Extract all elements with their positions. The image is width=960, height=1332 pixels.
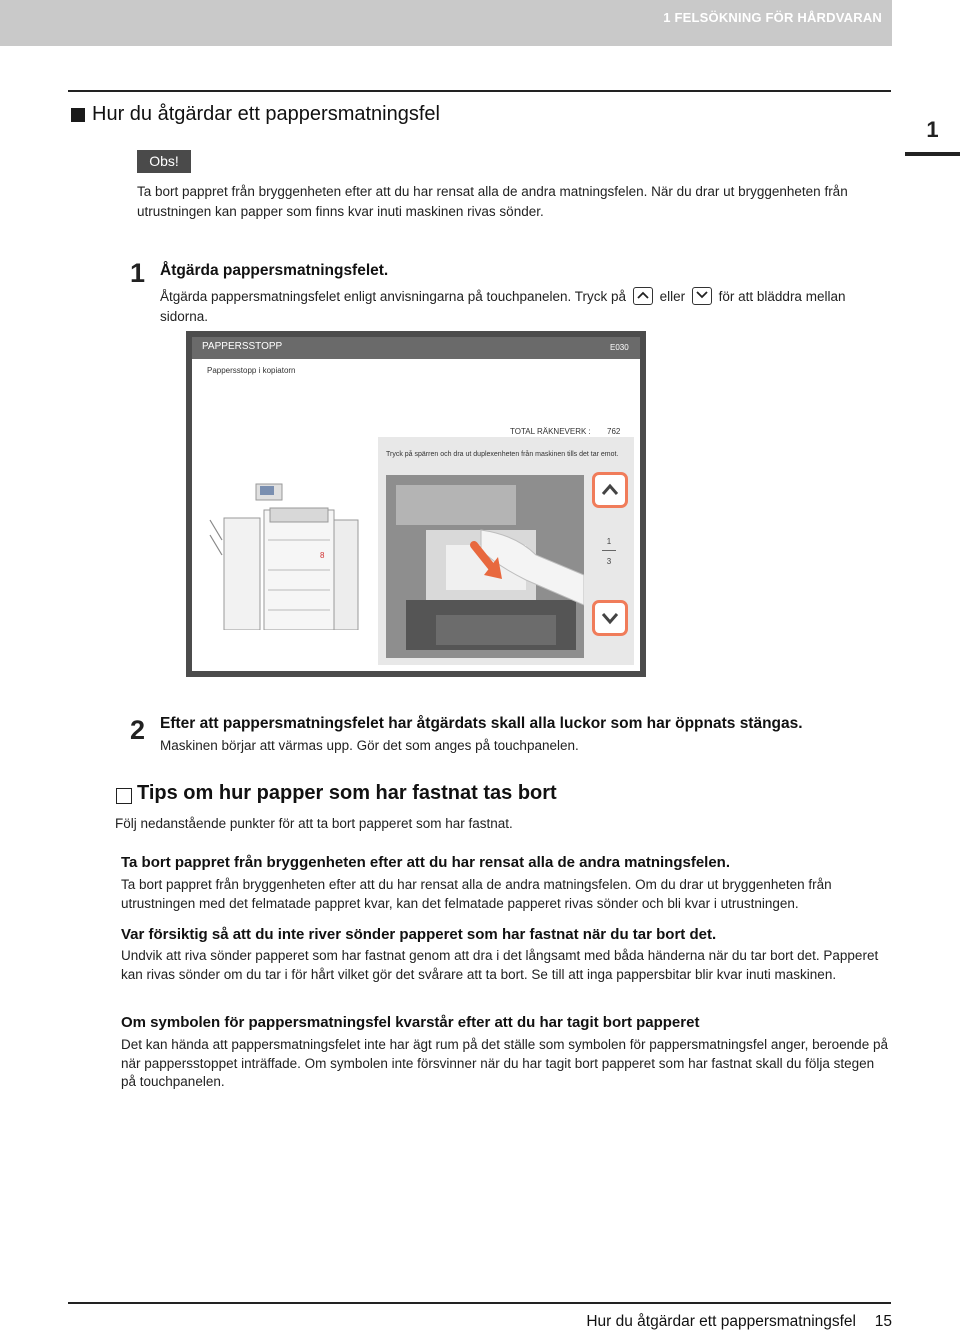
chevron-down-icon — [692, 287, 712, 305]
touchscreen-title: PAPPERSSTOPP — [202, 341, 283, 352]
chevron-down-icon — [595, 603, 625, 633]
tips-title: Tips om hur papper som har fastnat tas bort — [137, 782, 557, 804]
tip-1-heading: Ta bort pappret från bryggenheten efter att du har rensat alla de andra matningsfelen. — [121, 854, 731, 871]
chevron-up-icon — [595, 475, 625, 505]
touchscreen-error-code: E030 — [610, 343, 629, 352]
total-counter-value: 762 — [607, 427, 621, 436]
touchscreen-subtitle: Pappersstopp i kopiatorn — [207, 366, 296, 375]
tip-3-heading: Om symbolen för pappersmatningsfel kvarstår efter att du har tagit bort papperet — [121, 1014, 700, 1031]
tip-1-text: Ta bort pappret från bryggenheten efter att du har rensat alla de andra matningsfelen. Om du drar ut bryggenheten från utrustningen med det felmatade pappret kvar, kan det felmatade papperet rivas sönder och bli kvar i utrustningen. — [121, 877, 832, 911]
step-1-number: 1 — [130, 258, 146, 288]
chapter-tab-number: 1 — [926, 117, 939, 142]
chevron-up-icon — [633, 287, 653, 305]
page-divider — [602, 550, 616, 551]
scroll-up-button[interactable] — [592, 472, 628, 508]
note-text: Ta bort pappret från bryggenheten efter att du har rensat alla de andra matningsfelen. När du drar ut bryggenheten från utrustningen kan papper som finns kvar inuti maskinen rivas sönder. — [137, 184, 848, 219]
tip-2-heading: Var försiktig så att du inte river sönder papperet som har fastnat när du tar bort det. — [121, 926, 717, 943]
page-total: 3 — [606, 557, 612, 566]
tips-intro: Följ nedanstående punkter för att ta bort papperet som har fastnat. — [115, 816, 513, 831]
footer-title: Hur du åtgärdar ett pappersmatningsfel — [586, 1313, 856, 1330]
page-current: 1 — [606, 537, 612, 546]
step-2-number: 2 — [130, 715, 146, 745]
tip-3-text: Det kan hända att pappersmatningsfelet inte har ägt rum på det ställe som symbolen för pappersmatningsfel anger, beroende på när pappersstoppet inträffade. Om symbolen inte försvinner när du har tagit bort papperet som har fastnat skall du följa stegen på touchpanelen. — [121, 1037, 888, 1089]
bottom-rule — [68, 1302, 891, 1304]
section-title: Hur du åtgärdar ett pappersmatningsfel — [92, 103, 440, 125]
step-1-body — [160, 287, 890, 327]
page-number: 15 — [874, 1313, 892, 1330]
step-1-title: Åtgärda pappersmatningsfelet. — [160, 262, 389, 279]
step-1-body-tail: för att bläddra mellan sidorna. — [160, 289, 846, 324]
total-counter-label: TOTAL RÄKNEVERK : — [510, 427, 591, 436]
svg-text:8: 8 — [320, 551, 325, 560]
tips-checkbox-icon — [116, 788, 132, 804]
section-bullet-icon — [71, 108, 85, 122]
top-rule — [68, 90, 891, 92]
running-header-chapter: 1 FELSÖKNING FÖR HÅRDVARAN — [663, 10, 882, 25]
scroll-down-button[interactable] — [592, 600, 628, 636]
duplex-unit-photo — [386, 475, 584, 658]
copier-illustration — [204, 480, 364, 630]
step-2-body: Maskinen börjar att värmas upp. Gör det som anges på touchpanelen. — [160, 738, 579, 753]
step-1-body-or: eller — [659, 289, 686, 304]
step-2-title: Efter att pappersmatningsfelet har åtgärdats skall alla luckor som har öppnats stängas. — [160, 715, 803, 732]
touchscreen-instruction: Tryck på spärren och dra ut duplexenheten från maskinen tills det tar emot. — [386, 451, 619, 458]
step-1-body-text: Åtgärda pappersmatningsfelet enligt anvisningarna på touchpanelen. Tryck på — [160, 289, 627, 304]
note-badge: Obs! — [137, 150, 191, 173]
tip-2-text: Undvik att riva sönder papperet som har fastnat genom att dra i det långsamt med båda händerna när du tar bort det. Papperet kan rivas sönder om du tar i för hårt vilket gör det svårare att ta bort. Se till att inga pappersbitar blir kvar inuti maskinen. — [121, 948, 879, 982]
